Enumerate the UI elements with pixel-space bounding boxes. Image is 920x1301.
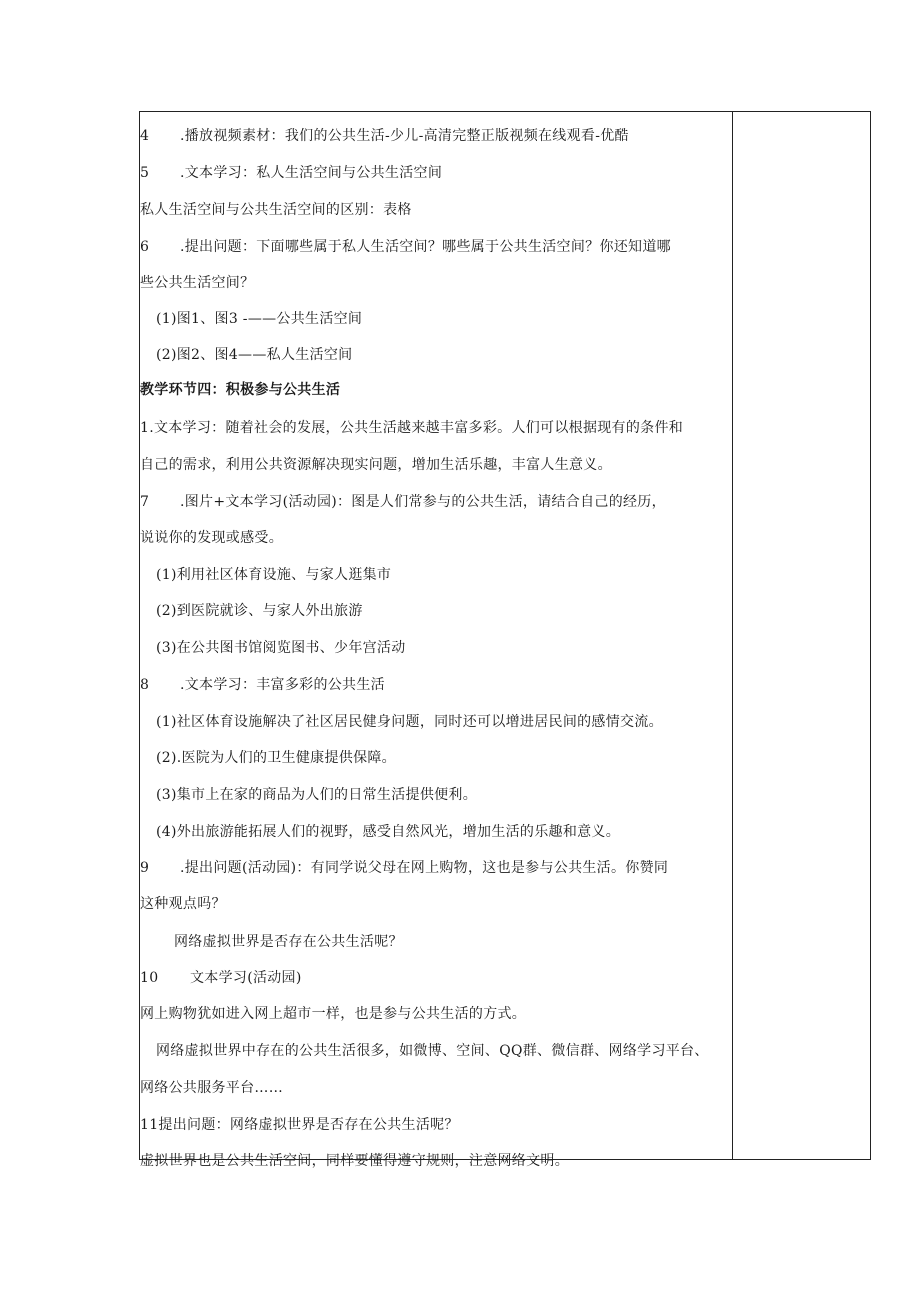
list-item: (4)外出旅游能拓展人们的视野，感受自然风光，增加生活的乐趣和意义。 <box>156 824 621 840</box>
text-line: 私人生活空间与公共生活空间的区别：表格 <box>140 202 412 218</box>
text-line: 自己的需求，利用公共资源解决现实问题，增加生活乐趣，丰富人生意义。 <box>140 457 612 473</box>
text-line: 11提出问题：网络虚拟世界是否存在公共生活呢？ <box>140 1117 459 1133</box>
list-item: (2).医院为人们的卫生健康提供保障。 <box>156 750 396 766</box>
lesson-content-cell <box>140 112 732 1169</box>
list-item: (1)图1、图3 -——公共生活空间 <box>156 311 363 327</box>
item-number: 7 <box>140 494 150 510</box>
list-item: (2)到医院就诊、与家人外出旅游 <box>156 603 363 619</box>
item-number: 8 <box>140 677 150 693</box>
item-number: 4 <box>140 128 150 144</box>
text-line: 8 .文本学习：丰富多彩的公共生活 <box>140 677 385 693</box>
text-line: 这种观点吗？ <box>140 896 226 912</box>
column-divider <box>732 111 733 1160</box>
text-line: 网络虚拟世界中存在的公共生活很多，如微博、空间、QQ群、微信群、网络学习平台、 <box>156 1043 709 1059</box>
item-number: 6 <box>140 239 150 255</box>
list-item: (3)集市上在家的商品为人们的日常生活提供便利。 <box>156 787 478 803</box>
text-line-clipped: 虚拟世界也是公共生活空间，同样要懂得遵守规则，注意网络文明。 <box>140 1153 569 1169</box>
text-line: 5 .文本学习：私人生活空间与公共生活空间 <box>140 165 443 181</box>
text-line: 6 .提出问题：下面哪些属于私人生活空间？哪些属于公共生活空间？你还知道哪 <box>140 239 671 255</box>
text-line: 说说你的发现或感受。 <box>140 530 283 546</box>
text-line: 些公共生活空间？ <box>140 275 255 291</box>
list-item: (1)利用社区体育设施、与家人逛集市 <box>156 567 392 583</box>
text-line: 网上购物犹如进入网上超市一样，也是参与公共生活的方式。 <box>140 1006 527 1022</box>
list-item: (1)社区体育设施解决了社区居民健身问题，同时还可以增进居民间的感情交流。 <box>156 714 663 730</box>
section-heading: 教学环节四：积极参与公共生活 <box>140 382 341 398</box>
text-line: 网络公共服务平台…… <box>140 1080 283 1096</box>
item-number: 5 <box>140 165 150 181</box>
lesson-table <box>139 111 871 1169</box>
list-item: (3)在公共图书馆阅览图书、少年宫活动 <box>156 640 406 656</box>
text-line: 7 .图片+文本学习(活动园)：图是人们常参与的公共生活，请结合自己的经历， <box>140 494 666 510</box>
text-line: 10 文本学习(活动园) <box>140 970 302 986</box>
list-item: (2)图2、图4——私人生活空间 <box>156 347 353 363</box>
text-line: 9 .提出问题(活动园)：有同学说父母在网上购物，这也是参与公共生活。你赞同 <box>140 860 669 876</box>
text-line: 网络虚拟世界是否存在公共生活呢？ <box>174 934 403 950</box>
item-number: 10 <box>140 970 159 986</box>
item-number: 9 <box>140 860 150 876</box>
text-line: 1.文本学习：随着社会的发展，公共生活越来越丰富多彩。人们可以根据现有的条件和 <box>140 420 684 436</box>
text-line: 4 .播放视频素材：我们的公共生活-少儿-高清完整正版视频在线观看-优酷 <box>140 128 629 144</box>
